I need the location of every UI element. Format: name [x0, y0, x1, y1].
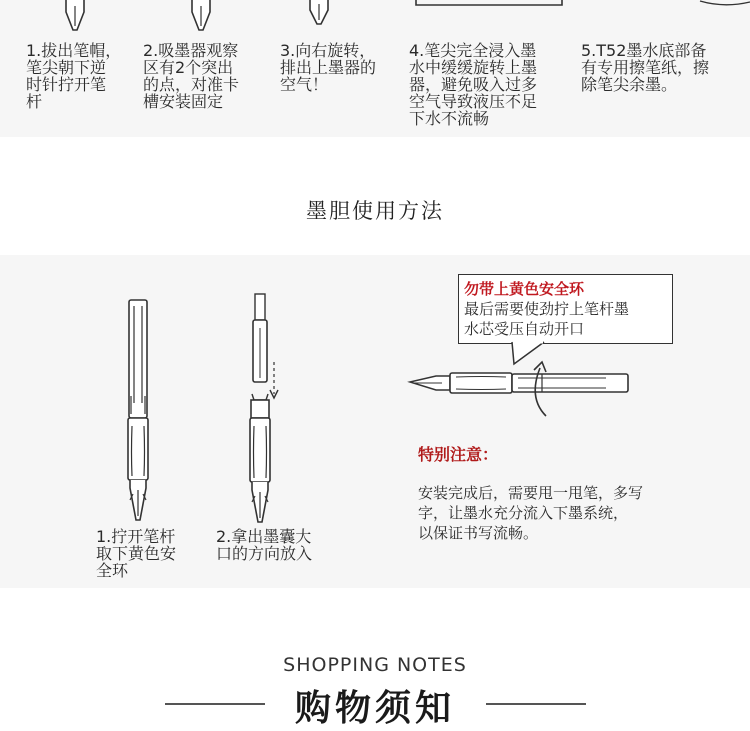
warning-callout-title: 勿带上黄色安全环 [464, 280, 585, 298]
nib-illustration-1 [60, 0, 90, 32]
section-title: 墨胆使用方法 [306, 199, 444, 223]
cartridge-step-2-text: 2.拿出墨囊大 口的方向放入 [216, 527, 313, 563]
cartridge-step-1-text: 1.拧开笔杆 取下黄色安 全环 [96, 527, 177, 580]
special-note-body: 安装完成后，需要甩一甩笔，多写 字，让墨水充分流入下墨系统， 以保证书写流畅。 [418, 484, 644, 542]
nib-illustration-2 [186, 0, 216, 32]
step-4-text: 4.笔尖完全浸入墨 水中缓缓旋转上墨 器，避免吸入过多 空气导致液压不足 下水不流畅 [409, 41, 538, 128]
nib-illustration-3 [304, 0, 334, 26]
horizontal-pen-illustration [406, 360, 636, 420]
step-5-text: 5.T52墨水底部备 有专用擦笔纸，擦 除笔尖余墨。 [581, 41, 710, 94]
warning-callout [458, 274, 673, 344]
cartridge-insert-illustration [240, 292, 290, 524]
warning-callout-body: 最后需要使劲拧上笔杆墨 水芯受压自动开口 [464, 300, 630, 338]
step-2-text: 2.吸墨器观察 区有2个突出 的点，对准卡 槽安装固定 [143, 41, 240, 111]
ink-bottle-illustration [414, 0, 564, 8]
wipe-paper-illustration [700, 0, 750, 8]
pen-barrel-illustration [118, 298, 158, 524]
special-note-title: 特别注意： [418, 445, 499, 464]
shopping-notes-heading-en: SHOPPING NOTES [283, 654, 467, 676]
shopping-notes-heading-cn: 购物须知 [294, 688, 455, 729]
step-3-text: 3.向右旋转， 排出上墨器的 空气！ [280, 41, 377, 94]
step-1-text: 1.拔出笔帽， 笔尖朝下逆 时针拧开笔 杆 [26, 41, 122, 111]
